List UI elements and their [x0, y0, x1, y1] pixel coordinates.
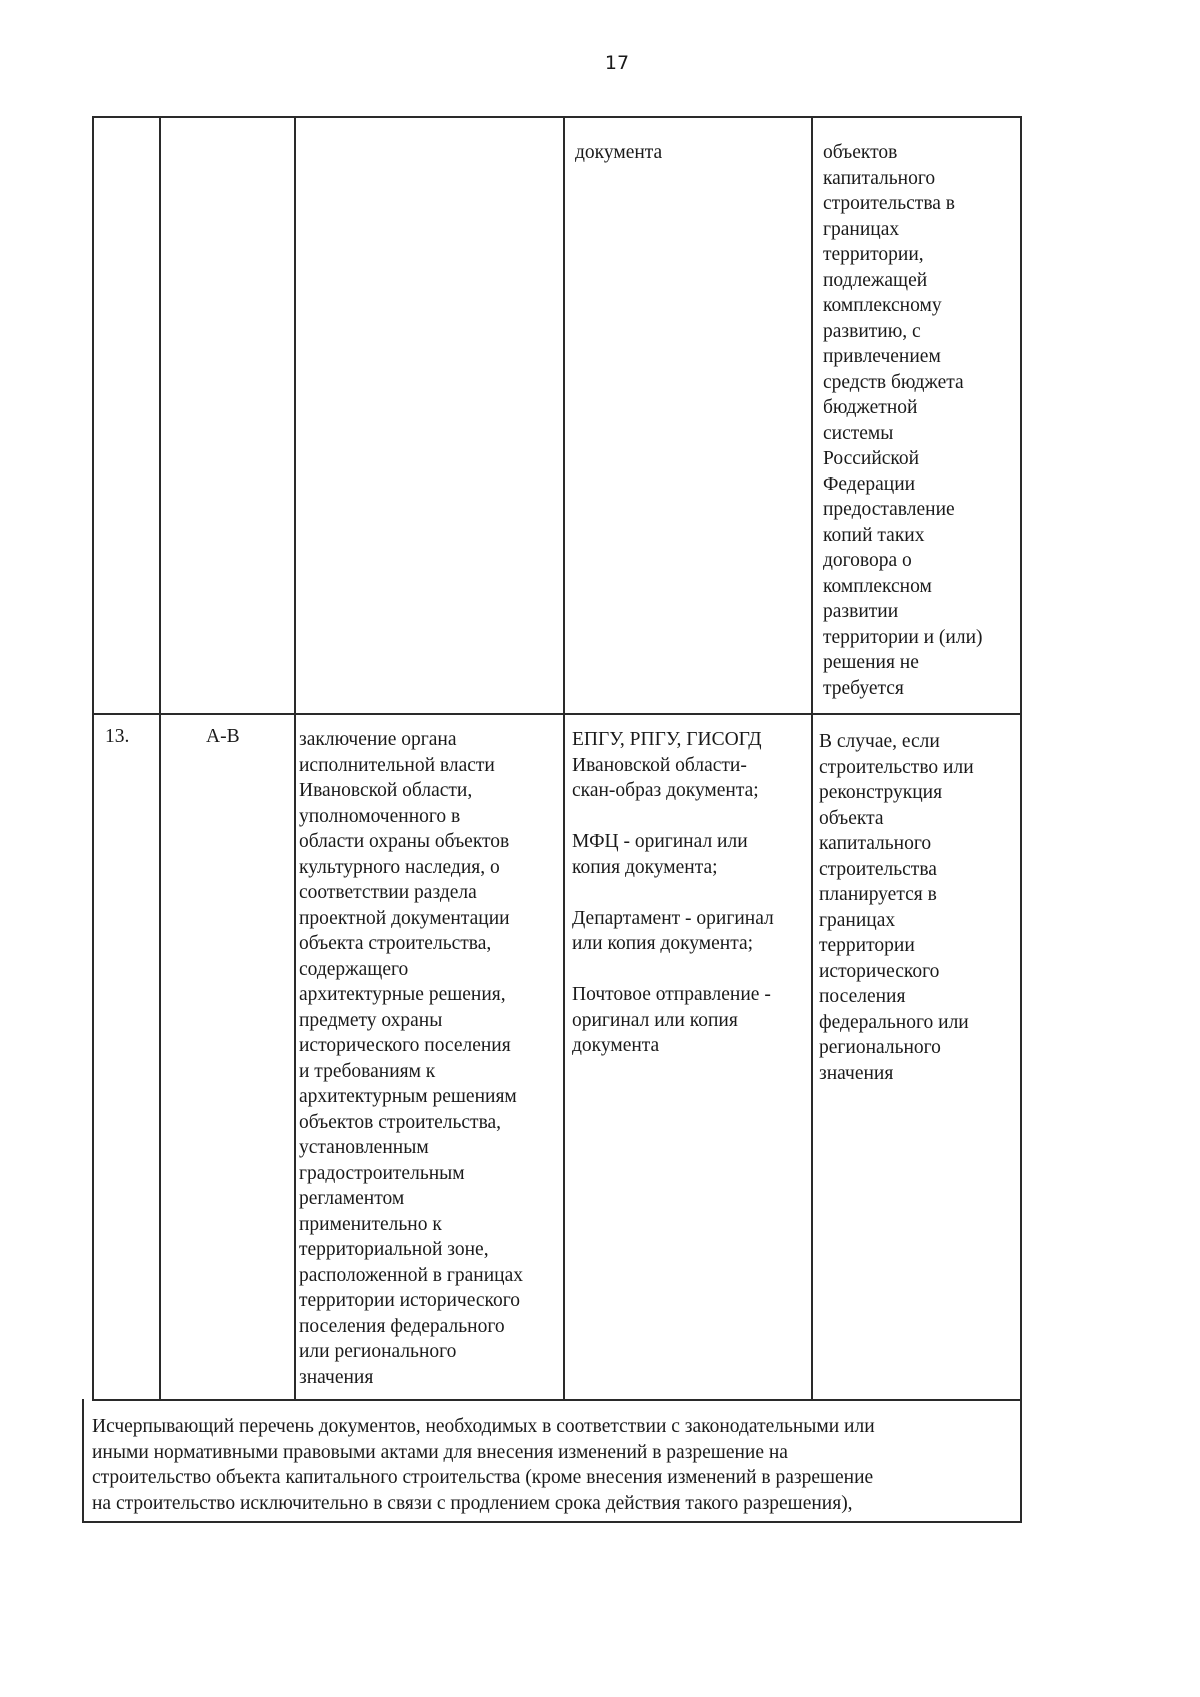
column-divider	[294, 116, 296, 1400]
table-footer-text: Исчерпывающий перечень документов, необходимых в соответствии с законодательными или иными нормативными правовыми актами для внесения изменений в разрешение на строительство объекта капитального строительства (кроме внесения изменений в разрешение на строительство исключительно в связи с продлением срока действия такого разрешения),	[92, 1416, 875, 1514]
page-number: 17	[604, 52, 630, 74]
row-divider	[92, 713, 1022, 715]
cell-format-continued: документа	[575, 142, 663, 163]
cell-note: В случае, если строительство или реконструкция объекта капитального строительства планируется в границах территории исторического поселения федерального или регионального значения	[819, 731, 974, 1084]
column-divider	[159, 116, 161, 1400]
table-left-border	[92, 116, 94, 1400]
table-top-border	[92, 116, 1022, 118]
footer-left-border	[82, 1399, 84, 1522]
cell-document-format: ЕПГУ, РПГУ, ГИСОГД Ивановской области- скан-образ документа; МФЦ - оригинал или копия документа; Департамент - оригинал или копия документа; Почтовое отправление - оригинал или копия документа	[572, 729, 774, 1056]
cell-category: А-В	[206, 726, 240, 747]
column-divider	[563, 116, 565, 1400]
cell-note-continued: объектов капитального строительства в границах территории, подлежащей комплексному развитию, с привлечением средств бюджета бюджетной системы Российской Федерации предоставление копий таких договора о комплексном развитии территории и (или) решения не требуется	[823, 142, 983, 699]
row-divider	[92, 1399, 1022, 1401]
cell-row-number: 13.	[105, 726, 130, 747]
cell-document-name: заключение органа исполнительной власти Ивановской области, уполномоченного в области охраны объектов культурного наследия, о соответствии раздела проектной документации объекта строительства, содержащего архитектурные решения, предмету охраны исторического поселения и требованиям к архитектурным решениям объектов строительства, установленным градостроительным регламентом применительно к территориальной зоне, расположенной в границах территории исторического поселения федерального или регионального значения	[299, 729, 523, 1388]
table-right-border	[1020, 116, 1022, 1522]
table-bottom-border	[82, 1521, 1022, 1523]
